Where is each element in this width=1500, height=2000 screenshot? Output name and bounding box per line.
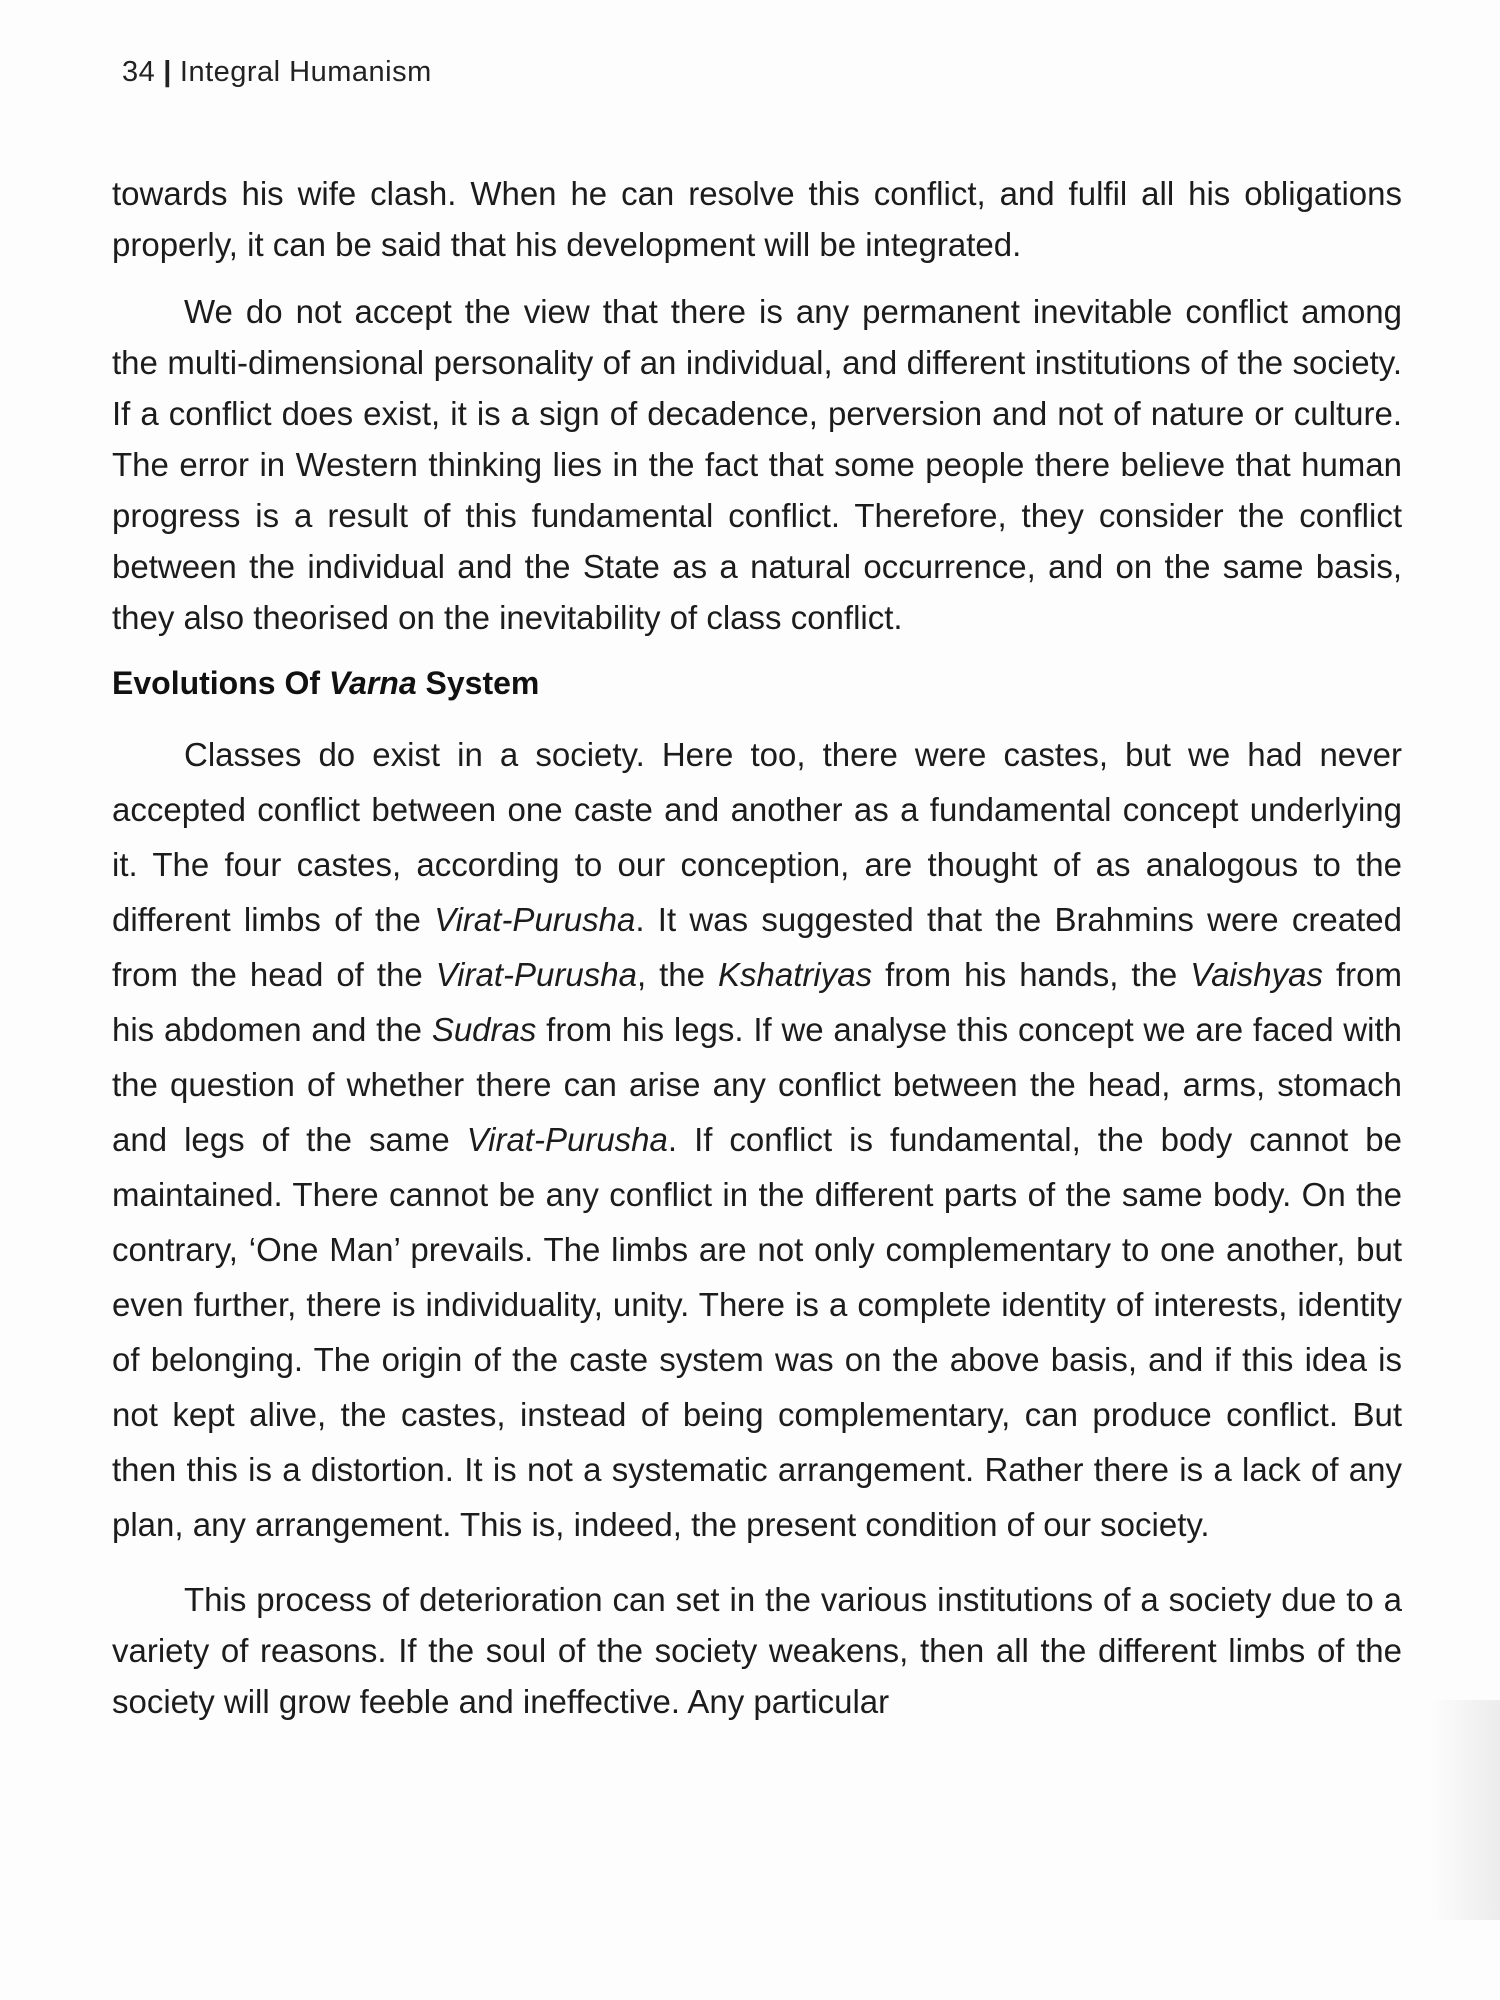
heading-text-start: Evolutions Of <box>112 665 329 701</box>
castes-text-7: . If conflict is fundamental, the body cannot be maintained. There cannot be any conflict in the different parts of the same body. On the contrary, ‘One Man’ prevails. The limbs are not only complementary to one another, but even further, there is individuality, unity. There is a complete identity of interests, identity of belonging. The origin of the caste system was on the above basis, and if this idea is not kept alive, the castes, instead of being complementary, can produce conflict. But then this is a distortion. It is not a systematic arrangement. Rather there is a lack of any plan, any arrangement. This is, indeed, the present condition of our society. <box>112 1121 1402 1543</box>
paragraph-castes <box>112 727 1402 1552</box>
page-edge-shadow <box>1430 1700 1500 1920</box>
castes-text-1: Classes do exist in a society. Here too, there were castes, but we had never accepted conflict between one caste and another as a fundamental concept underlying it. The four castes, according to our conception, are thought of as analogous to the different limbs of the <box>112 736 1402 938</box>
header-separator: | <box>163 56 172 88</box>
running-header <box>122 56 432 89</box>
castes-italic-2: Virat-Purusha <box>435 956 637 993</box>
book-title: Integral Humanism <box>179 56 432 88</box>
castes-text-4: from his hands, the <box>872 956 1191 993</box>
section-heading <box>112 661 1402 705</box>
castes-italic-5: Sudras <box>431 1011 537 1048</box>
castes-text-5: from his abdomen and the <box>112 956 1402 1048</box>
castes-italic-1: Virat-Purusha <box>434 901 636 938</box>
paragraph-deterioration: This process of deterioration can set in the various institutions of a society due to a variety of reasons. If the soul of the society weakens, then all the different limbs of the society will grow feeble and ineffective. Any particular <box>112 1581 1402 1720</box>
castes-text-6: from his legs. If we analyse this concept we are faced with the question of whether there can arise any conflict between the head, arms, stomach and legs of the same <box>112 1011 1402 1158</box>
page-number: 34 <box>122 56 156 88</box>
heading-text-end: System <box>416 665 540 701</box>
castes-text-2: . It was suggested that the Brahmins were created from the head of the <box>112 901 1403 993</box>
castes-italic-6: Virat-Purusha <box>466 1121 668 1158</box>
heading-text-italic: Varna <box>328 665 417 701</box>
paragraph-conflict: We do not accept the view that there is any permanent inevitable conflict among the multi-dimensional personality of an individual, and different institutions of the society. If a conflict does exist, it is a sign of decadence, perversion and not of nature or culture. The error in Western thinking lies in the fact that some people there believe that human progress is a result of this fundamental conflict. Therefore, they consider the conflict between the individual and the State as a natural occurrence, and on the same basis, they also theorised on the inevitability of class conflict. <box>112 293 1402 636</box>
castes-text-3: , the <box>636 956 719 993</box>
castes-italic-3: Kshatriyas <box>718 956 873 993</box>
paragraph-continued: towards his wife clash. When he can resolve this conflict, and fulfil all his obligations properly, it can be said that his development will be integrated. <box>112 175 1402 263</box>
body-text <box>112 168 1402 1743</box>
castes-italic-4: Vaishyas <box>1190 956 1323 993</box>
